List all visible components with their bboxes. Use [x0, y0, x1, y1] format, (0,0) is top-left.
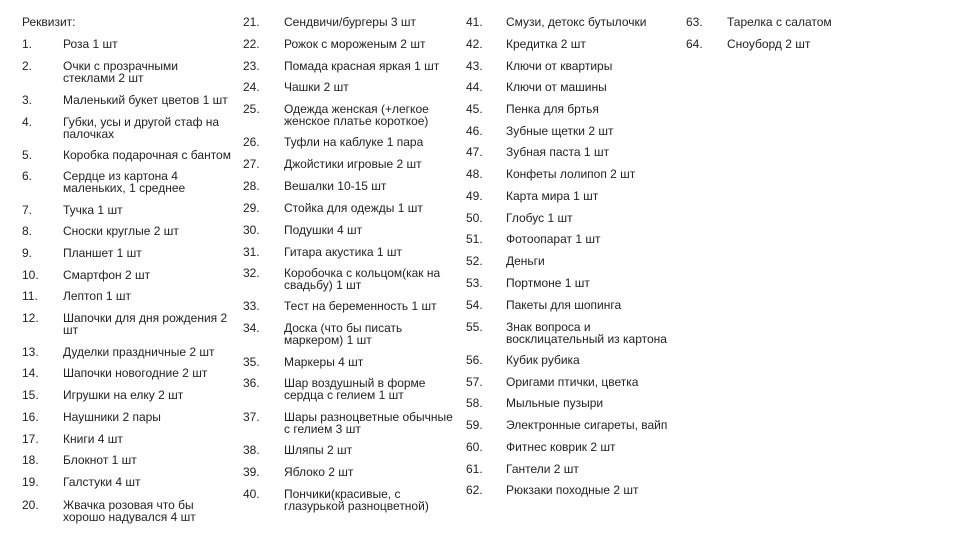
item-text: Ключи от квартиры	[506, 59, 613, 73]
item-text: Коробка подарочная с бантом	[63, 148, 231, 162]
item-number: 47.	[466, 145, 483, 159]
item-text: Тарелка с салатом	[727, 15, 832, 29]
item-text: Смузи, детокс бутылочки	[506, 15, 647, 29]
item-text: восклицательный из картона	[506, 332, 667, 346]
item-number: 40.	[243, 487, 260, 501]
item-number: 1.	[22, 37, 33, 51]
item-text: Пенка для бртья	[506, 102, 599, 116]
item-number: 53.	[466, 276, 483, 290]
item-number: 57.	[466, 375, 483, 389]
item-text: Маркеры 4 шт	[284, 355, 364, 369]
item-text: Доска (что бы писать	[284, 321, 403, 335]
item-number: 61.	[466, 462, 483, 476]
item-text: Зубная паста 1 шт	[506, 145, 610, 159]
item-text: Карта мира 1 шт	[506, 189, 599, 203]
item-number: 54.	[466, 298, 483, 312]
item-number: 51.	[466, 232, 483, 246]
item-number: 37.	[243, 410, 260, 424]
item-number: 3.	[22, 93, 33, 107]
item-number: 62.	[466, 483, 483, 497]
item-number: 64.	[686, 37, 703, 51]
item-text: Одежда женская (+легкое	[284, 102, 429, 116]
item-text: стеклами 2 шт	[63, 71, 144, 85]
item-text: Подушки 4 шт	[284, 223, 363, 237]
item-text: Конфеты лолипоп 2 шт	[506, 167, 636, 181]
item-number: 12.	[22, 311, 39, 325]
item-number: 35.	[243, 355, 260, 369]
item-number: 32.	[243, 266, 260, 280]
item-number: 63.	[686, 15, 703, 29]
item-text: Кредитка 2 шт	[506, 37, 586, 51]
item-number: 18.	[22, 453, 39, 467]
item-number: 10.	[22, 268, 39, 282]
item-number: 9.	[22, 246, 33, 260]
item-number: 45.	[466, 102, 483, 116]
item-number: 34.	[243, 321, 260, 335]
item-text: Жвачка розовая что бы	[63, 498, 194, 512]
item-number: 20.	[22, 498, 39, 512]
item-text: шт	[63, 323, 79, 337]
item-number: 56.	[466, 353, 483, 367]
item-text: Рюкзаки походные 2 шт	[506, 483, 639, 497]
item-text: Шары разноцветные обычные	[284, 410, 453, 424]
item-text: Лептоп 1 шт	[63, 289, 132, 303]
item-text: Чашки 2 шт	[284, 80, 349, 94]
item-text: Наушники 2 пары	[63, 410, 161, 424]
item-number: 36.	[243, 376, 260, 390]
item-number: 26.	[243, 135, 260, 149]
item-number: 23.	[243, 59, 260, 73]
item-number: 25.	[243, 102, 260, 116]
item-text: Дуделки праздничные 2 шт	[63, 345, 215, 359]
item-text: Глобус 1 шт	[506, 211, 573, 225]
item-text: Шар воздушный в форме	[284, 376, 426, 390]
list-title: Реквизит:	[22, 15, 76, 29]
item-number: 21.	[243, 15, 260, 29]
item-text: Коробочка с кольцом(как на	[284, 266, 441, 280]
item-text: Сердце из картона 4	[63, 169, 178, 183]
item-number: 29.	[243, 201, 260, 215]
item-text: Игрушки на елку 2 шт	[63, 388, 184, 402]
item-number: 16.	[22, 410, 39, 424]
item-text: Зубные щетки 2 шт	[506, 124, 614, 138]
item-text: Шапочки новогодние 2 шт	[63, 366, 208, 380]
item-text: Галстуки 4 шт	[63, 475, 141, 489]
item-number: 60.	[466, 440, 483, 454]
item-text: Пакеты для шопинга	[506, 298, 622, 312]
item-number: 31.	[243, 245, 260, 259]
item-number: 19.	[22, 475, 39, 489]
item-text: Сноски круглые 2 шт	[63, 224, 179, 238]
item-number: 33.	[243, 299, 260, 313]
item-text: глазурькой разноцветной)	[284, 499, 429, 513]
item-text: Сноуборд 2 шт	[727, 37, 811, 51]
item-text: Мыльные пузыри	[506, 396, 604, 410]
item-number: 5.	[22, 148, 33, 162]
item-text: Стойка для одежды 1 шт	[284, 201, 423, 215]
item-text: Тучка 1 шт	[63, 203, 123, 217]
item-number: 59.	[466, 418, 483, 432]
item-number: 58.	[466, 396, 483, 410]
item-text: палочках	[63, 127, 115, 141]
item-text: Блокнот 1 шт	[63, 453, 137, 467]
item-number: 41.	[466, 15, 483, 29]
item-text: хорошо надувался 4 шт	[63, 510, 196, 524]
item-text: Кубик рубика	[506, 353, 580, 367]
item-text: свадьбу) 1 шт	[284, 278, 362, 292]
item-number: 28.	[243, 179, 260, 193]
item-text: Смартфон 2 шт	[63, 268, 151, 282]
item-text: Яблоко 2 шт	[284, 465, 354, 479]
item-text: Планшет 1 шт	[63, 246, 142, 260]
item-text: Книги 4 шт	[63, 432, 123, 446]
item-number: 44.	[466, 80, 483, 94]
item-number: 8.	[22, 224, 33, 238]
item-number: 7.	[22, 203, 33, 217]
item-text: Ключи от машины	[506, 80, 607, 94]
item-text: Шапочки для дня рождения 2	[63, 311, 228, 325]
item-text: Гитара акустика 1 шт	[284, 245, 403, 259]
item-text: Гантели 2 шт	[506, 462, 579, 476]
item-number: 14.	[22, 366, 39, 380]
item-text: Деньги	[506, 254, 545, 268]
item-text: Знак вопроса и	[506, 320, 591, 334]
item-text: маркером) 1 шт	[284, 333, 372, 347]
item-number: 11.	[22, 289, 38, 303]
item-number: 39.	[243, 465, 260, 479]
item-text: Портмоне 1 шт	[506, 276, 590, 290]
item-number: 27.	[243, 157, 260, 171]
item-number: 24.	[243, 80, 260, 94]
item-number: 38.	[243, 443, 260, 457]
item-text: Электронные сигареты, вайп	[506, 418, 668, 432]
item-number: 30.	[243, 223, 260, 237]
item-text: Роза 1 шт	[63, 37, 118, 51]
item-text: Фитнес коврик 2 шт	[506, 440, 616, 454]
item-text: Шляпы 2 шт	[284, 443, 353, 457]
item-text: Помада красная яркая 1 шт	[284, 59, 440, 73]
item-number: 42.	[466, 37, 483, 51]
item-text: маленьких, 1 среднее	[63, 181, 186, 195]
item-number: 48.	[466, 167, 483, 181]
item-number: 13.	[22, 345, 39, 359]
item-text: Пончики(красивые, с	[284, 487, 401, 501]
item-number: 55.	[466, 320, 483, 334]
item-text: Фотоопарат 1 шт	[506, 232, 601, 246]
item-number: 43.	[466, 59, 483, 73]
item-text: Оригами птички, цветка	[506, 375, 639, 389]
item-text: Рожок с мороженым 2 шт	[284, 37, 426, 51]
item-number: 50.	[466, 211, 483, 225]
item-text: Вешалки 10-15 шт	[284, 179, 387, 193]
item-number: 22.	[243, 37, 260, 51]
item-text: Джойстики игровые 2 шт	[284, 157, 422, 171]
item-text: женское платье короткое)	[284, 114, 429, 128]
item-number: 46.	[466, 124, 483, 138]
item-number: 4.	[22, 115, 33, 129]
item-text: Очки с прозрачными	[63, 59, 178, 73]
item-number: 2.	[22, 59, 33, 73]
item-number: 17.	[22, 432, 39, 446]
item-text: Губки, усы и другой стаф на	[63, 115, 220, 129]
item-number: 52.	[466, 254, 483, 268]
item-text: Туфли на каблуке 1 пара	[284, 135, 424, 149]
item-number: 49.	[466, 189, 483, 203]
item-text: с гелием 3 шт	[284, 422, 361, 436]
item-text: Тест на беременность 1 шт	[284, 299, 437, 313]
item-number: 15.	[22, 388, 39, 402]
item-text: сердца с гелием 1 шт	[284, 388, 404, 402]
item-text: Сендвичи/бургеры 3 шт	[284, 15, 417, 29]
item-text: Маленький букет цветов 1 шт	[63, 93, 228, 107]
item-number: 6.	[22, 169, 33, 183]
